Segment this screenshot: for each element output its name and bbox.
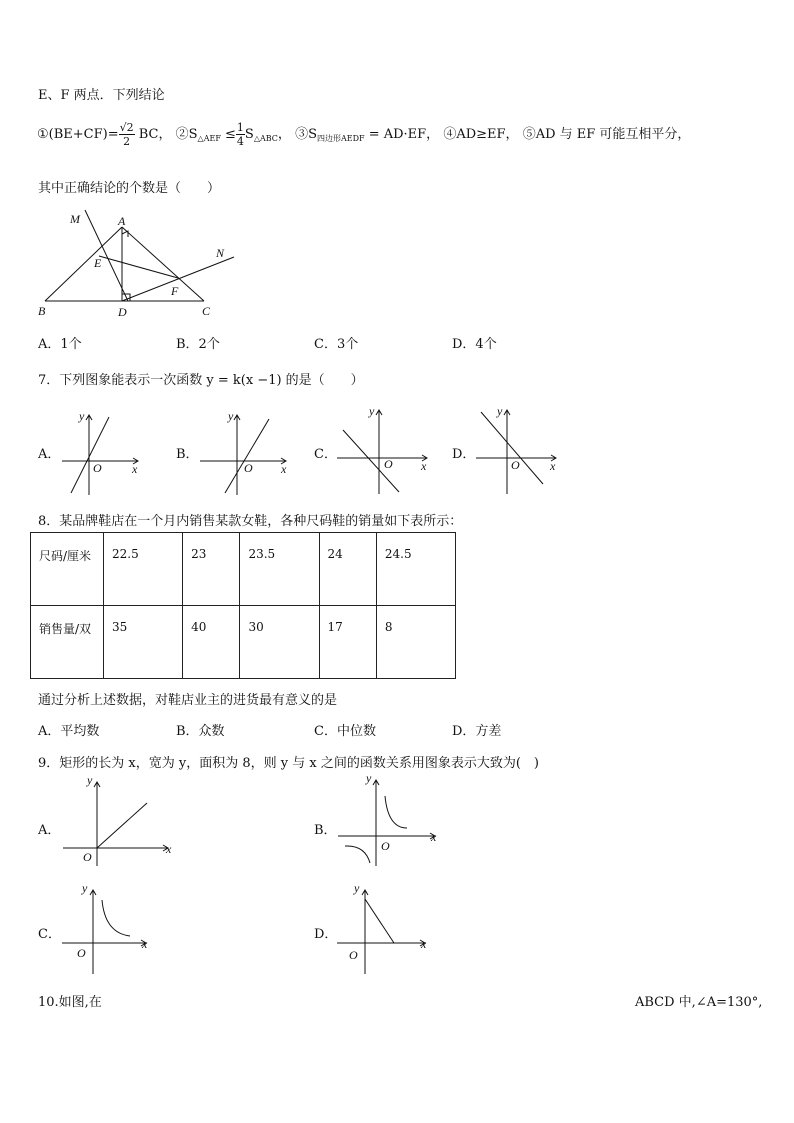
conclusion-3-prefix: ③S <box>295 127 317 142</box>
svg-text:y: y <box>369 404 375 418</box>
svg-text:x: x <box>142 937 148 951</box>
table-cell: 24 <box>319 533 376 606</box>
svg-text:x: x <box>421 459 427 473</box>
label-A: A <box>118 214 126 228</box>
table-cell: 17 <box>319 606 376 679</box>
table-cell: 23.5 <box>240 533 319 606</box>
svg-text:O: O <box>384 457 393 471</box>
table-cell: 35 <box>104 606 183 679</box>
q7-stem: 7．下列图象能表示一次函数 y = k(x −1) 的是（ ） <box>38 373 364 388</box>
svg-text:x: x <box>550 459 556 473</box>
svg-text:O: O <box>511 458 520 472</box>
fraction-1-over-4: $\frac{1}{4}$ <box>236 121 244 148</box>
q8-option-c: C．中位数 <box>314 724 376 739</box>
q7-option-d-letter: D． <box>452 447 476 462</box>
conclusion-4: ④AD≥EF， <box>443 127 519 142</box>
label-F: F <box>171 284 179 298</box>
table-cell: 40 <box>183 606 240 679</box>
svg-text:O: O <box>381 839 390 853</box>
q7-graph-d <box>474 402 564 497</box>
q6-question: 其中正确结论的个数是（ ） <box>38 181 221 196</box>
q10-right-text: ABCD 中,∠A=130°, <box>635 995 763 1010</box>
table-cell: 23 <box>183 533 240 606</box>
svg-text:x: x <box>431 830 437 844</box>
svg-text:y: y <box>82 881 88 895</box>
svg-text:O: O <box>93 461 102 475</box>
fraction-sqrt2-over-2: $\frac{√2}{2}$ <box>119 121 134 148</box>
svg-text:O: O <box>83 850 92 864</box>
svg-text:y: y <box>354 881 360 895</box>
q10-left-text: 10.如图,在 <box>38 995 102 1010</box>
svg-text:y: y <box>228 409 234 423</box>
q9-option-d-letter: D． <box>314 927 338 942</box>
q6-option-b: B．2个 <box>176 337 220 352</box>
conclusion-2-prefix: ②S <box>175 127 198 142</box>
conclusion-5: ⑤AD 与 EF 可能互相平分， <box>522 127 691 142</box>
q8-question: 通过分析上述数据，对鞋店业主的进货最有意义的是 <box>38 693 338 708</box>
q9-graph-c <box>60 878 160 976</box>
svg-text:x: x <box>132 462 138 476</box>
svg-text:y: y <box>366 771 372 785</box>
q8-option-b: B．众数 <box>176 724 225 739</box>
q9-option-b-letter: B． <box>314 823 337 838</box>
q6-option-c: C．3个 <box>314 337 359 352</box>
svg-text:y: y <box>79 409 85 423</box>
table-cell: 30 <box>240 606 319 679</box>
q8-option-d: D．方差 <box>452 724 502 739</box>
svg-text:y: y <box>87 773 93 787</box>
svg-text:y: y <box>497 404 503 418</box>
table-cell: 8 <box>376 606 455 679</box>
label-M: M <box>70 212 80 226</box>
q9-graph-b <box>335 768 445 868</box>
q8-option-a: A．平均数 <box>38 724 100 739</box>
q7-graph-c <box>335 402 435 497</box>
q7-option-c-letter: C． <box>314 447 337 462</box>
svg-text:O: O <box>349 948 358 962</box>
table-row <box>31 533 456 606</box>
label-C: C <box>202 304 211 318</box>
svg-text:O: O <box>77 946 86 960</box>
q6-conclusions: ①(BE+CF)= $\frac{√2}{2}$ BC， $②S_{\triangle AEF}$ ≤ $\frac{1}{4}$ $S_{\triangle ABC}$， $③S_{四边形AEDF} = AD\cdot EF$， ④AD≥EF， ⑤AD 与 EF 可能互相平分， <box>37 121 691 148</box>
svg-text:x: x <box>281 462 287 476</box>
q6-intro: E、F 两点．下列结论 <box>38 88 165 103</box>
shoe-size-sales-table <box>30 532 456 679</box>
table-cell: 24.5 <box>376 533 455 606</box>
table-header-sales: 销售量/双 <box>31 606 104 679</box>
q9-option-c-letter: C． <box>38 927 61 942</box>
conclusion-1-suffix: BC， <box>138 127 172 142</box>
q9-stem: 9．矩形的长为 x，宽为 y，面积为 8，则 y 与 x 之间的函数关系用图象表示大致为( ) <box>38 756 539 771</box>
q7-graph-a <box>58 405 148 497</box>
table-header-size: 尺码/厘米 <box>31 533 104 606</box>
label-N: N <box>216 246 225 260</box>
svg-text:x: x <box>421 937 427 951</box>
label-B: B <box>38 304 46 318</box>
q9-option-a-letter: A． <box>38 823 61 838</box>
svg-text:x: x <box>166 842 172 856</box>
q6-triangle-figure <box>30 205 245 320</box>
q9-graph-d <box>335 878 435 976</box>
q7-option-b-letter: B． <box>176 447 199 462</box>
q6-option-d: D．4个 <box>452 337 497 352</box>
q6-option-a: A．1个 <box>38 337 82 352</box>
svg-text:O: O <box>244 461 253 475</box>
q7-graph-b <box>198 405 298 497</box>
table-cell: 22.5 <box>104 533 183 606</box>
label-D: D <box>118 305 127 319</box>
table-row <box>31 606 456 679</box>
q8-stem: 8．某品牌鞋店在一个月内销售某款女鞋，各种尺码鞋的销量如下表所示： <box>38 514 463 529</box>
conclusion-1-prefix: ①(BE+CF)= <box>37 127 119 142</box>
label-E: E <box>94 256 102 270</box>
q7-option-a-letter: A． <box>38 447 61 462</box>
q9-graph-a <box>60 770 180 868</box>
